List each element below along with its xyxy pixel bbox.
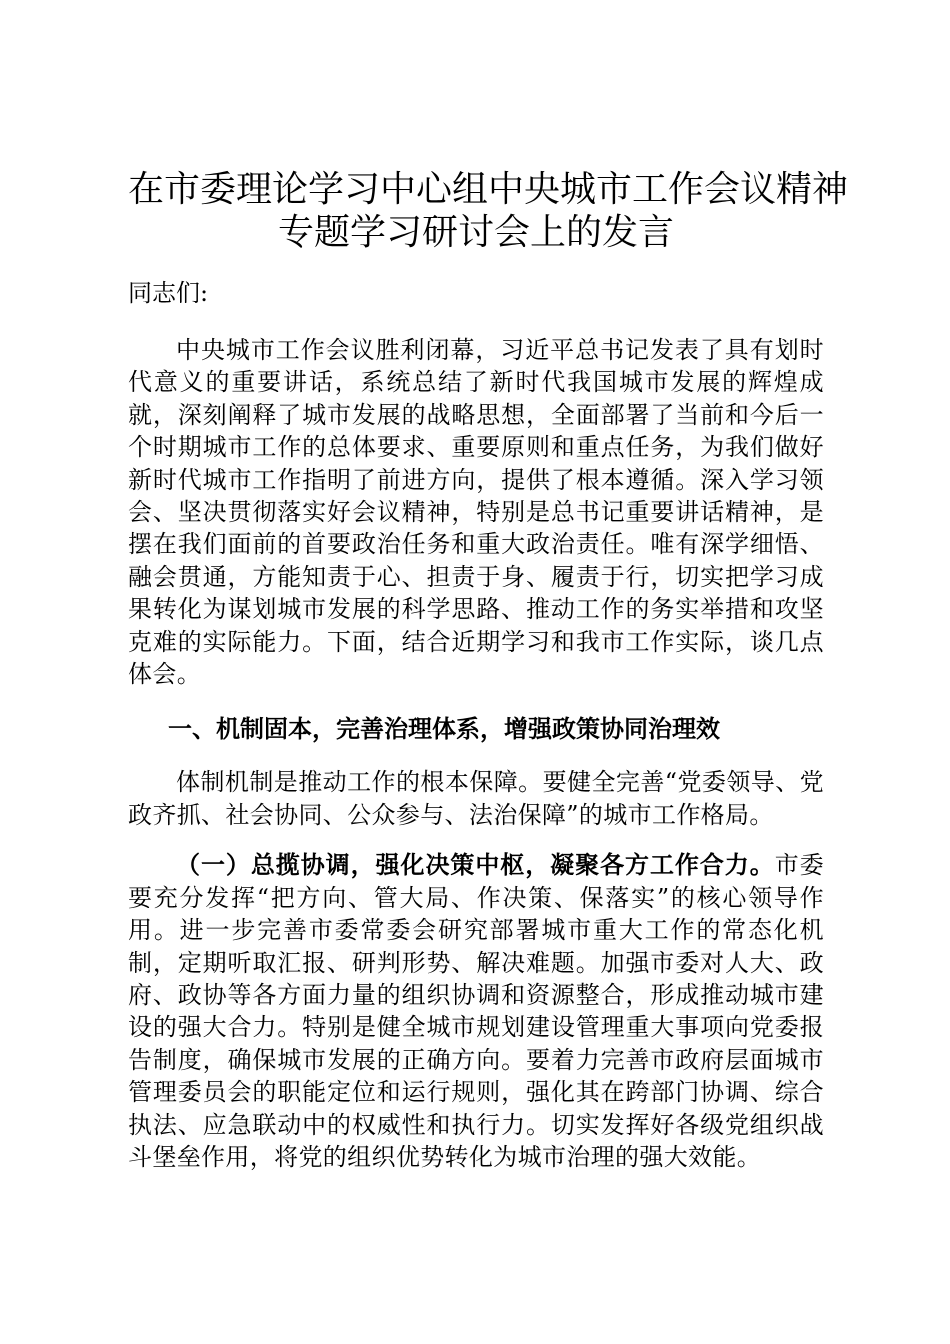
document-body [128, 168, 849, 1173]
section-heading-1: 一、机制固本，完善治理体系，增强政策协同治理效 [168, 715, 720, 744]
subsection-1-lead: （一）总揽协调，强化决策中枢，凝聚各方工作合力。 [176, 851, 775, 880]
subsection-1-body: 市委要充分发挥“把方向、管大局、作决策、保落实”的核心领导作用。进一步完善市委常委会研究部署城市重大工作的常态化机制，定期听取汇报、研判形势、解决难题。加强市委对人大、政府、政协等各方面力量的组织协调和资源整合，形成推动城市建设的强大合力。特别是健全城市规划建设管理重大事项向党委报告制度，确保城市发展的正确方向。要着力完善市政府层面城市管理委员会的职能定位和运行规则，强化其在跨部门协调、综合执法、应急联动中的权威性和执行力。切实发挥好各级党组织战斗堡垒作用，将党的组织优势转化为城市治理的强大效能。 [128, 851, 824, 1171]
subsection-1-paragraph [128, 849, 824, 1173]
section-1-paragraph: 体制机制是推动工作的根本保障。要健全完善“党委领导、党政齐抓、社会协同、公众参与、法治保障”的城市工作格局。 [128, 768, 824, 829]
title-line-1: 在市委理论学习中心组中央城市工作会议精神 [128, 169, 849, 210]
title-line-2: 专题学习研讨会上的发言 [277, 212, 674, 253]
intro-paragraph: 中央城市工作会议胜利闭幕，习近平总书记发表了具有划时代意义的重要讲话，系统总结了新时代我国城市发展的辉煌成就，深刻阐释了城市发展的战略思想，全面部署了当前和今后一个时期城市工作的总体要求、重要原则和重点任务，为我们做好新时代城市工作指明了前进方向，提供了根本遵循。深入学习领会、坚决贯彻落实好会议精神，特别是总书记重要讲话精神，是摆在我们面前的首要政治任务和重大政治责任。唯有深学细悟、融会贯通，方能知责于心、担责于身、履责于行，切实把学习成果转化为谋划城市发展的科学思路、推动工作的务实举措和攻坚克难的实际能力。下面，结合近期学习和我市工作实际，谈几点体会。 [128, 336, 824, 689]
salutation: 同志们: [128, 279, 209, 307]
document-title [128, 168, 849, 254]
